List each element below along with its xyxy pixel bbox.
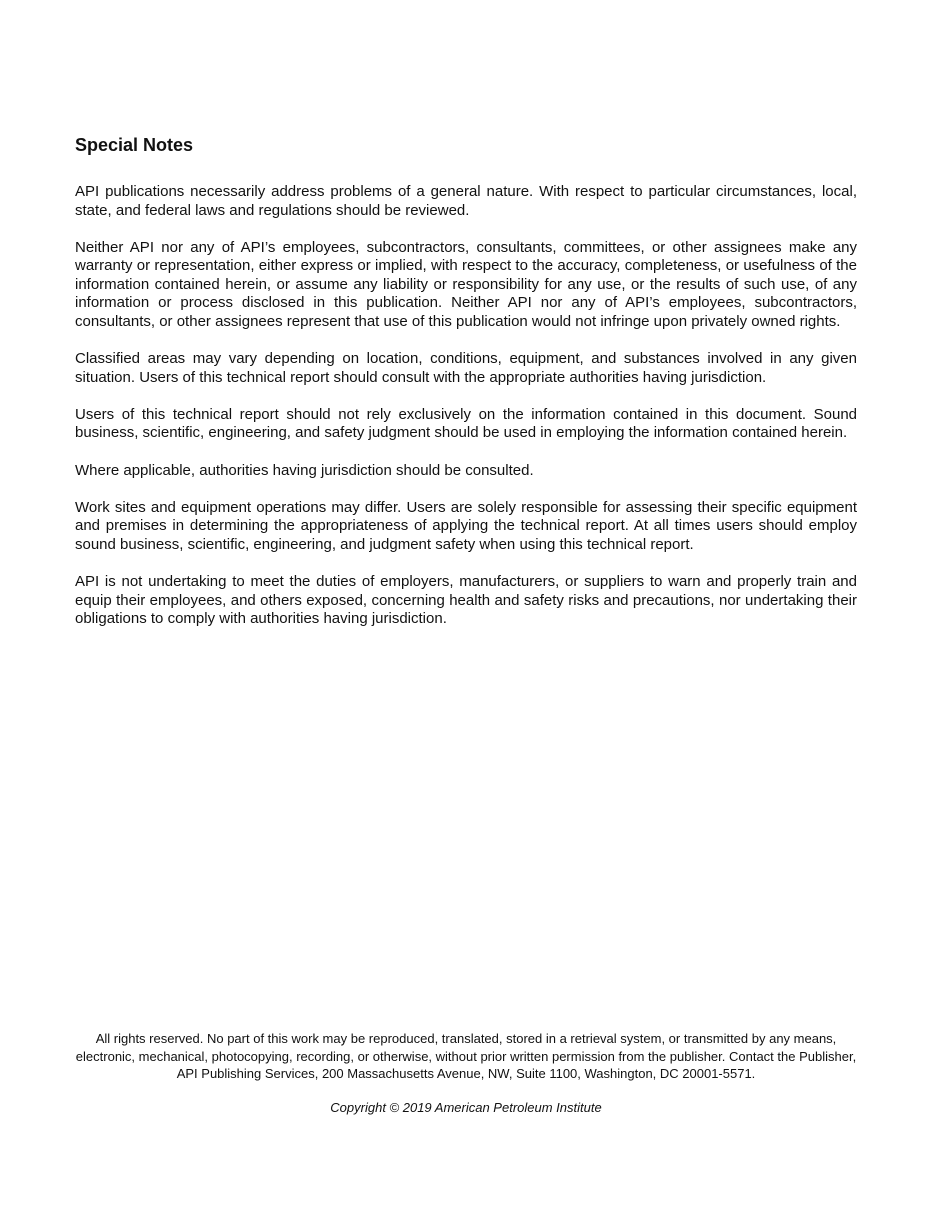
page-footer [75, 1030, 857, 1116]
paragraph-classified-areas: Classified areas may vary depending on location, conditions, equipment, and substances involved in any given situation. Users of this technical report should consult with the appropriate authorities having jurisdiction. [75, 350, 857, 386]
paragraph-general-nature: API publications necessarily address problems of a general nature. With respect to particular circumstances, local, state, and federal laws and regulations should be reviewed. [75, 183, 857, 219]
rights-notice: All rights reserved. No part of this work may be reproduced, translated, stored in a retrieval system, or transmitted by any means, electronic, mechanical, photocopying, recording, or otherwise, without prior written permission from the publisher. Contact the Publisher, API Publishing Services, 200 Massachusetts Avenue, NW, Suite 1100, Washington, DC 20001-5571. [75, 1031, 857, 1081]
paragraph-work-sites: Work sites and equipment operations may differ. Users are solely responsible for assessing their specific equipment and premises in determining the appropriateness of applying the technical report. At all times users should employ sound business, scientific, engineering, and judgment safety when using this technical report. [75, 498, 857, 553]
copyright-line: Copyright © 2019 American Petroleum Institute [330, 1099, 602, 1115]
special-notes-body [75, 183, 857, 647]
paragraph-no-warranty: Neither API nor any of API’s employees, subcontractors, consultants, committees, or other assignees make any warranty or representation, either express or implied, with respect to the accuracy, completeness, or usefulness of the information contained herein, or assume any liability or responsibility for any use, or the results of such use, of any information or process disclosed in this publication. Neither API nor any of API’s employees, subcontractors, consultants, or other assignees represent that use of this publication would not infringe upon privately owned rights. [75, 238, 857, 331]
paragraph-judgment: Users of this technical report should not rely exclusively on the information contained in this document. Sound business, scientific, engineering, and safety judgment should be used in employing the information contained herein. [75, 405, 857, 442]
paragraph-duties: API is not undertaking to meet the duties of employers, manufacturers, or suppliers to warn and properly train and equip their employees, and others exposed, concerning health and safety risks and precautions, nor undertaking their obligations to comply with authorities having jurisdiction. [75, 572, 857, 628]
paragraph-authorities: Where applicable, authorities having jurisdiction should be consulted. [75, 461, 534, 479]
section-heading: Special Notes [75, 135, 194, 155]
